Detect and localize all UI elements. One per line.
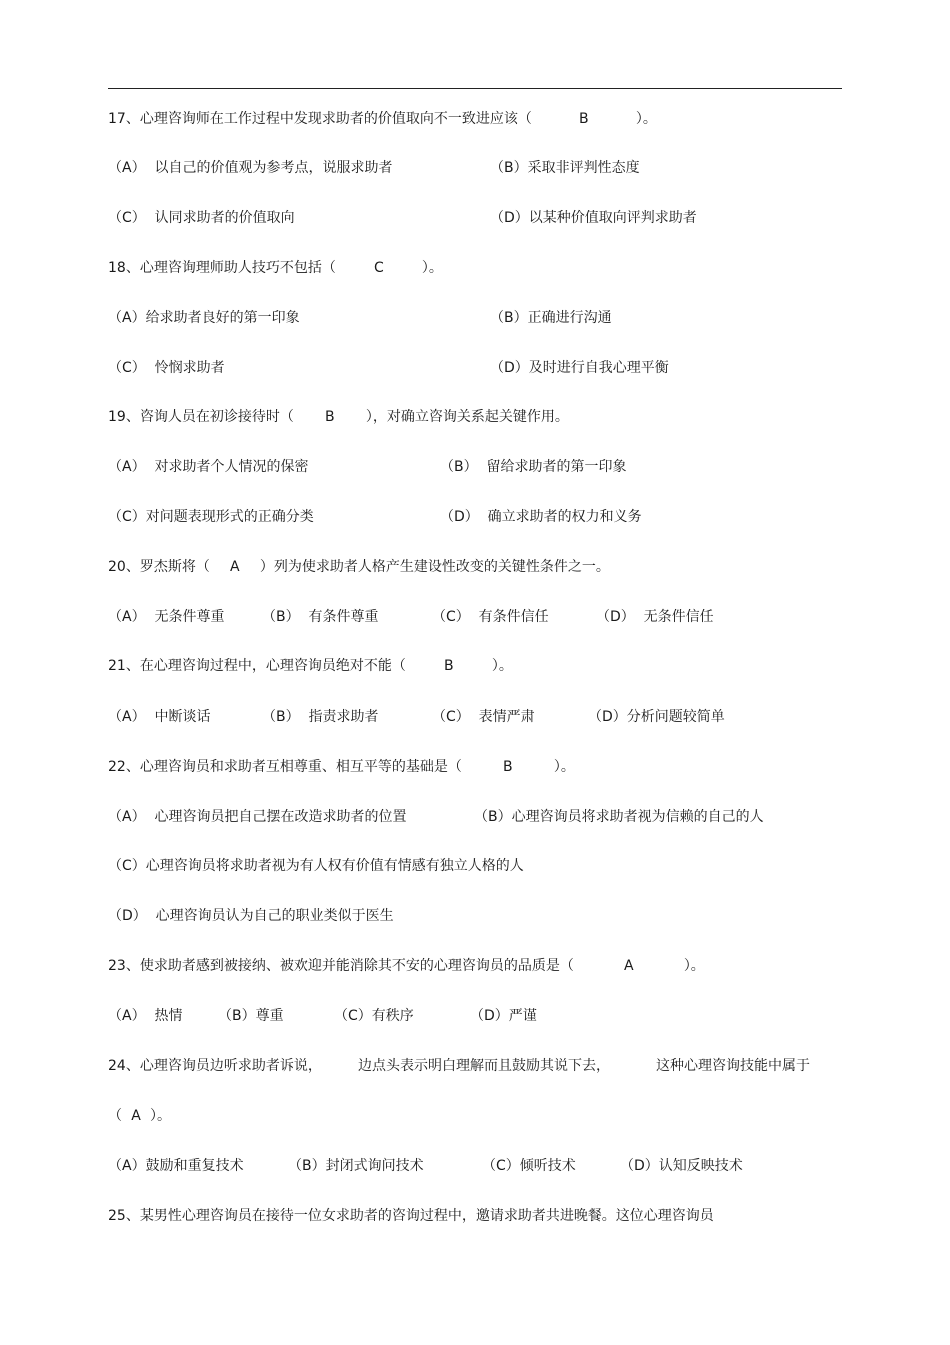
question-18-stem-end: ）。	[421, 260, 443, 276]
question-23-option-d: （D）严谨	[470, 1008, 537, 1024]
question-21-option-d: （D）分析问题较简单	[588, 709, 725, 725]
question-17-answer: B	[579, 111, 589, 127]
question-17-option-d: （D）以某种价值取向评判求助者	[490, 210, 697, 226]
question-20-option-c: （C） 有条件信任	[432, 609, 549, 625]
question-22-stem-text: 22、心理咨询员和求助者互相尊重、相互平等的基础是（	[108, 759, 462, 775]
question-23-option-c: （C）有秩序	[334, 1008, 414, 1024]
question-24-stem-part-2: 边点头表示明白理解而且鼓励其说下去，	[358, 1058, 610, 1074]
question-20-stem	[108, 558, 610, 576]
question-21-stem-end: ）。	[491, 658, 513, 674]
question-17-stem-end: ）。	[635, 111, 657, 127]
question-23-option-b: （B）尊重	[218, 1008, 284, 1024]
question-20-option-d: （D） 无条件信任	[596, 609, 714, 625]
question-22-answer: B	[503, 759, 513, 775]
question-24-stem-part-3: 这种心理咨询技能中属于	[656, 1058, 810, 1074]
question-17-stem-text: 17、心理咨询师在工作过程中发现求助者的价值取向不一致进应该（	[108, 111, 532, 127]
question-19-stem	[108, 408, 569, 426]
question-22-stem	[108, 758, 575, 776]
question-24-stem-end: ）。	[150, 1108, 171, 1124]
question-20-option-a: （A） 无条件尊重	[108, 609, 225, 625]
question-24-stem-part-1: 24、心理咨询员边听求助者诉说，	[108, 1058, 322, 1074]
question-24-answer: A	[131, 1108, 141, 1124]
question-17-option-c: （C） 认同求助者的价值取向	[108, 210, 295, 226]
question-24-option-c: （C）倾听技术	[482, 1158, 576, 1174]
question-18-stem-text: 18、心理咨询理师助人技巧不包括（	[108, 260, 336, 276]
question-24-stem-open: （	[108, 1108, 122, 1124]
question-22-stem-end: ）。	[553, 759, 575, 775]
question-20-stem-end: ）列为使求助者人格产生建设性改变的关键性条件之一。	[259, 559, 610, 575]
question-23-stem	[108, 957, 705, 975]
question-24-stem-line-2	[108, 1107, 171, 1125]
question-21-option-a: （A） 中断谈话	[108, 709, 211, 725]
question-18-option-b: （B）正确进行沟通	[490, 310, 612, 326]
question-17-option-a: （A） 以自己的价值观为参考点，说服求助者	[108, 160, 393, 176]
question-23-option-a: （A） 热情	[108, 1008, 183, 1024]
question-19-option-c: （C）对问题表现形式的正确分类	[108, 509, 314, 525]
question-19-option-d: （D） 确立求助者的权力和义务	[440, 509, 642, 525]
question-24-option-a: （A）鼓励和重复技术	[108, 1158, 244, 1174]
question-17-stem	[108, 110, 657, 128]
question-22-option-b: （B）心理咨询员将求助者视为信赖的自己的人	[474, 809, 764, 825]
question-19-answer: B	[325, 409, 335, 425]
question-22-option-d: （D） 心理咨询员认为自己的职业类似于医生	[108, 908, 394, 924]
question-21-stem	[108, 657, 513, 675]
question-21-answer: B	[444, 658, 454, 674]
question-19-stem-text: 19、咨询人员在初诊接待时（	[108, 409, 294, 425]
question-19-option-a: （A） 对求助者个人情况的保密	[108, 459, 309, 475]
question-20-stem-text: 20、罗杰斯将（	[108, 559, 210, 575]
question-23-stem-end: ）。	[683, 958, 705, 974]
question-18-option-d: （D）及时进行自我心理平衡	[490, 360, 669, 376]
question-21-stem-text: 21、在心理咨询过程中，心理咨询员绝对不能（	[108, 658, 406, 674]
question-24-option-b: （B）封闭式询问技术	[288, 1158, 424, 1174]
question-22-option-a: （A） 心理咨询员把自己摆在改造求助者的位置	[108, 809, 407, 825]
question-24-option-d: （D）认知反映技术	[620, 1158, 743, 1174]
question-19-stem-end: ），对确立咨询关系起关键作用。	[365, 409, 569, 425]
question-18-option-c: （C） 怜悯求助者	[108, 360, 225, 376]
question-18-answer: C	[373, 260, 384, 276]
question-21-option-c: （C） 表情严肃	[432, 709, 535, 725]
question-22-option-c: （C）心理咨询员将求助者视为有人权有价值有情感有独立人格的人	[108, 858, 524, 874]
header-rule	[108, 88, 842, 89]
question-18-option-a: （A）给求助者良好的第一印象	[108, 310, 300, 326]
question-23-stem-text: 23、使求助者感到被接纳、被欢迎并能消除其不安的心理咨询员的品质是（	[108, 958, 574, 974]
question-19-option-b: （B） 留给求助者的第一印象	[440, 459, 627, 475]
question-17-option-b: （B）采取非评判性态度	[490, 160, 640, 176]
question-20-answer: A	[230, 559, 240, 575]
question-25-stem: 25、某男性心理咨询员在接待一位女求助者的咨询过程中，邀请求助者共进晚餐。这位心理咨询员	[108, 1208, 714, 1224]
question-21-option-b: （B） 指责求助者	[262, 709, 379, 725]
question-23-answer: A	[624, 958, 634, 974]
question-20-option-b: （B） 有条件尊重	[262, 609, 379, 625]
question-18-stem	[108, 259, 443, 277]
